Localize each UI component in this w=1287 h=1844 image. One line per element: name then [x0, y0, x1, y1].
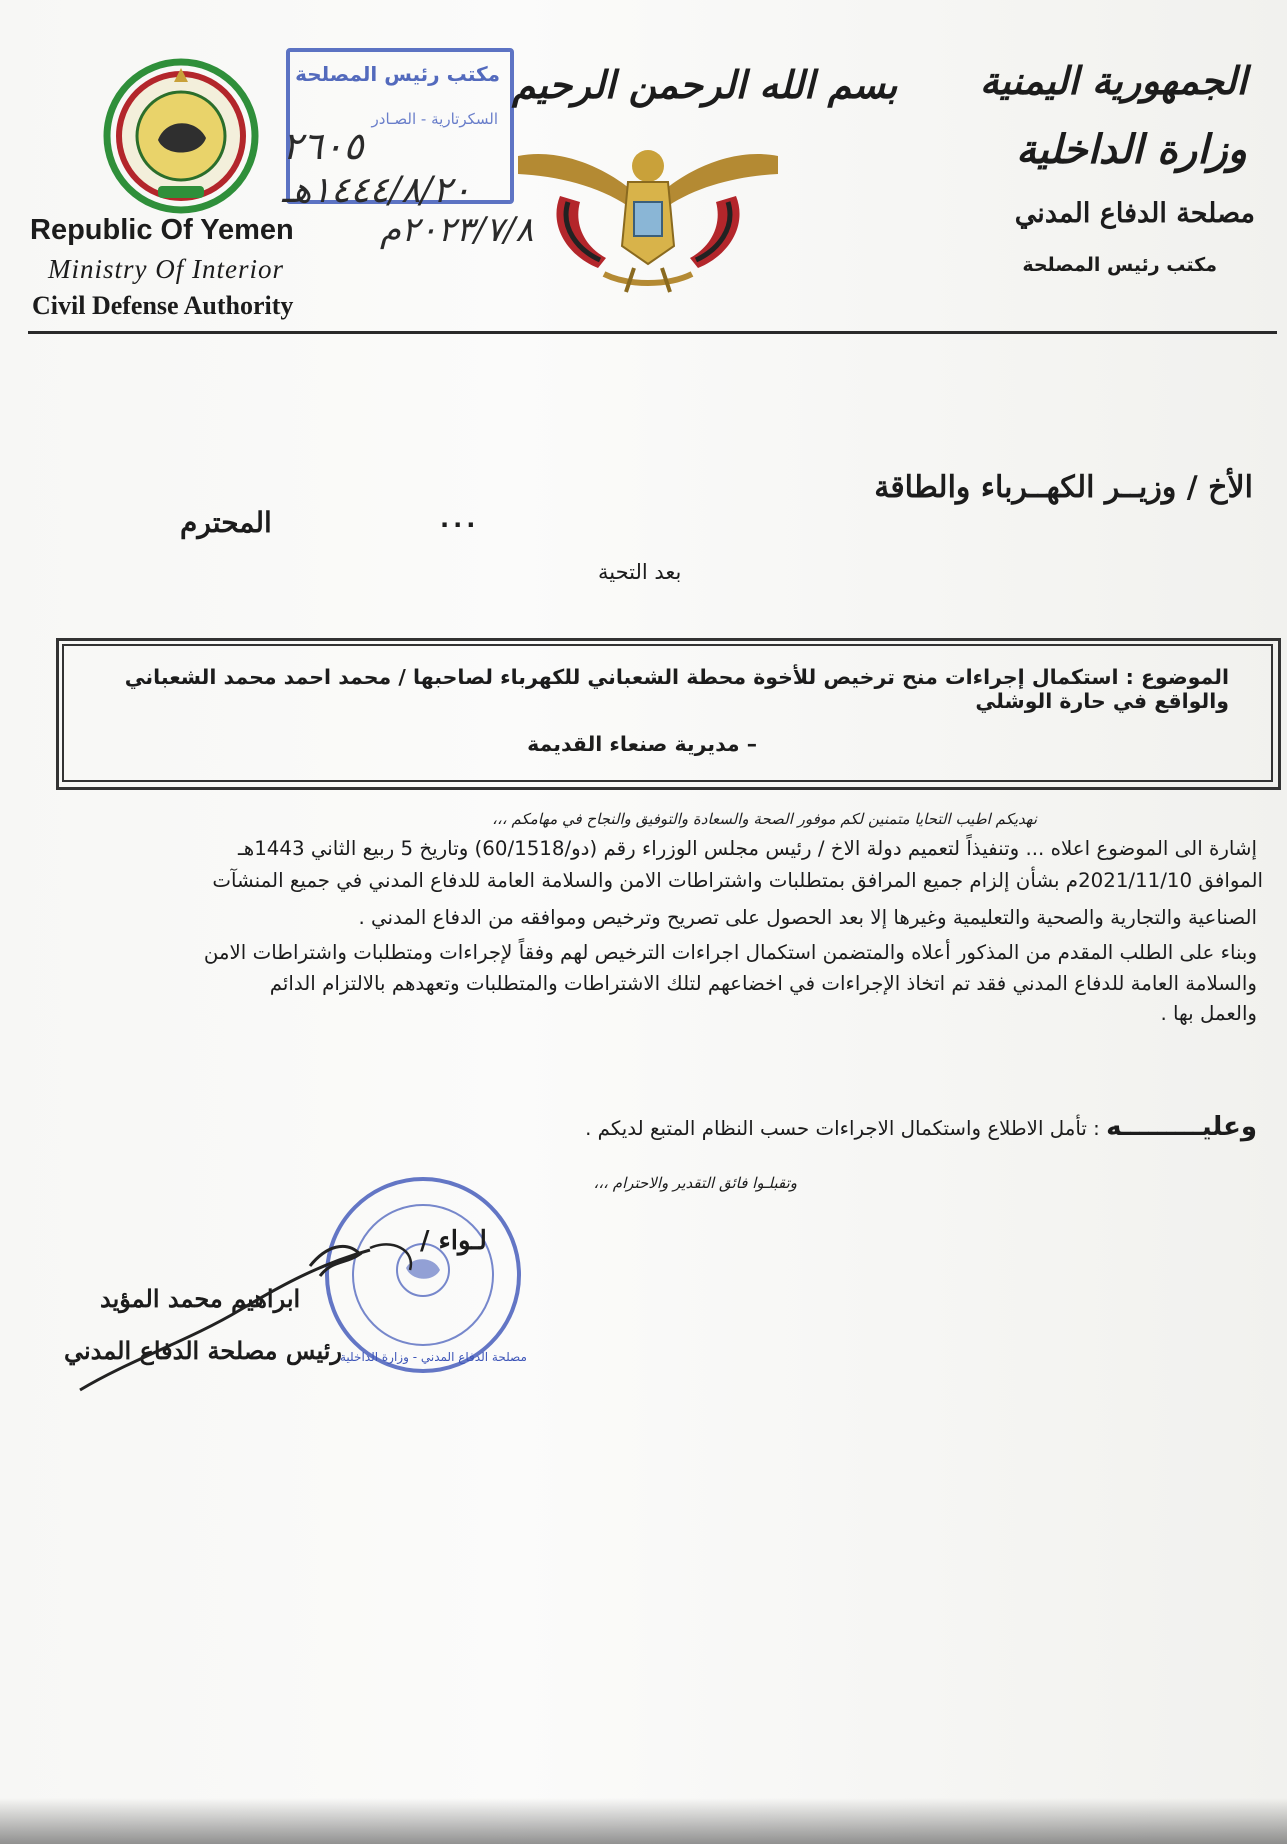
handwritten-number: ٢٦٠٥ [282, 124, 364, 168]
addressee-dots: ... [440, 505, 480, 533]
handwritten-gregorian-date: ٢٠٢٣/٧/٨م [380, 210, 534, 250]
subject-line-1: الموضوع : استكمال إجراءات منح ترخيص للأخوة محطة الشعباني للكهرباء لصاحبها / محمد احمد محمد الشعباني والواقع في حارة الوشلي [124, 665, 1229, 713]
body-line-1: إشارة الى الموضوع اعلاه ... وتنفيذاً لتعميم دولة الاخ / رئيس مجلس الوزراء رقم (دو/60/1518) وتاريخ 5 ربيع الثاني 1443هـ [237, 837, 1257, 860]
greeting: بعد التحية [598, 560, 682, 584]
body-line-2: الموافق 2021/11/10م بشأن إلزام جميع المرافق بمتطلبات واشتراطات الامن والسلامة العامة للدفاع المدني في جميع المنشآت [212, 869, 1263, 892]
round-stamp-text: مصلحة الدفاع المدني - وزارة الداخلية [340, 1350, 527, 1364]
basmala: بسم الله الرحمن الرحيم [512, 62, 898, 107]
addressee-line: الأخ / وزيــر الكهــرباء والطاقة [874, 470, 1253, 505]
header-authority-en: Civil Defense Authority [32, 291, 294, 320]
header-republic-ar: الجمهورية اليمنية [979, 58, 1247, 103]
body-line-6: والعمل بها . [1160, 1002, 1257, 1025]
closing-rest: : تأمل الاطلاع واستكمال الاجراءات حسب النظام المتبع لديكم . [585, 1117, 1107, 1140]
stamp-subtitle: السكرتارية - الصـادر [371, 110, 498, 128]
addressee-honorific: المحترم [180, 506, 272, 539]
civil-defense-emblem [96, 48, 266, 218]
body-line-5: والسلامة العامة للدفاع المدني فقد تم اتخاذ الإجراءات في اخضاعهم لتلك الاشتراطات والمتطلبات وتعهدهم بالالتزام الدائم [269, 972, 1257, 995]
body-opening: نهديكم اطيب التحايا متمنين لكم موفور الصحة والسعادة والتوفيق والنجاح في مهامكم ،،، [492, 810, 1037, 828]
header-ministry-en: Ministry Of Interior [48, 254, 284, 284]
closing-lead: وعليـــــــــه [1106, 1112, 1257, 1142]
header-republic-en: Republic Of Yemen [30, 214, 294, 246]
signature-rank: لـواء / [420, 1226, 487, 1256]
body-line-3: الصناعية والتجارية والصحية والتعليمية وغيرها إلا بعد الحصول على تصريح وترخيص وموافقه من الدفاع المدني . [358, 906, 1257, 929]
handwritten-signature [70, 1220, 490, 1410]
signature-name: ابراهيم محمد المؤيد [100, 1284, 301, 1313]
stamp-title: مكتب رئيس المصلحة [295, 62, 500, 86]
yemen-eagle-emblem [508, 136, 788, 296]
header-ministry-ar: وزارة الداخلية [1016, 126, 1247, 173]
handwritten-hijri-date: ١٤٤٤/٨/٢٠هـ [282, 170, 472, 211]
signature-title: رئيس مصلحة الدفاع المدني [64, 1336, 342, 1365]
body-closing [585, 1112, 1257, 1142]
photo-edge-shadow [0, 1798, 1287, 1844]
body-line-4: وبناء على الطلب المقدم من المذكور أعلاه والمتضمن استكمال اجراءات الترخيص لهم وفقاً لإجراءات ومتطلبات واشتراطات الامن [203, 941, 1257, 964]
body-regards: وتقبلـوا فائق التقدير والاحترام ،،، [593, 1174, 797, 1192]
header-divider [28, 331, 1277, 334]
header-office-ar: مكتب رئيس المصلحة [1022, 254, 1217, 276]
header-authority-ar: مصلحة الدفاع المدني [1014, 198, 1255, 229]
subject-line-2: – مديرية صنعاء القديمة [527, 732, 757, 756]
